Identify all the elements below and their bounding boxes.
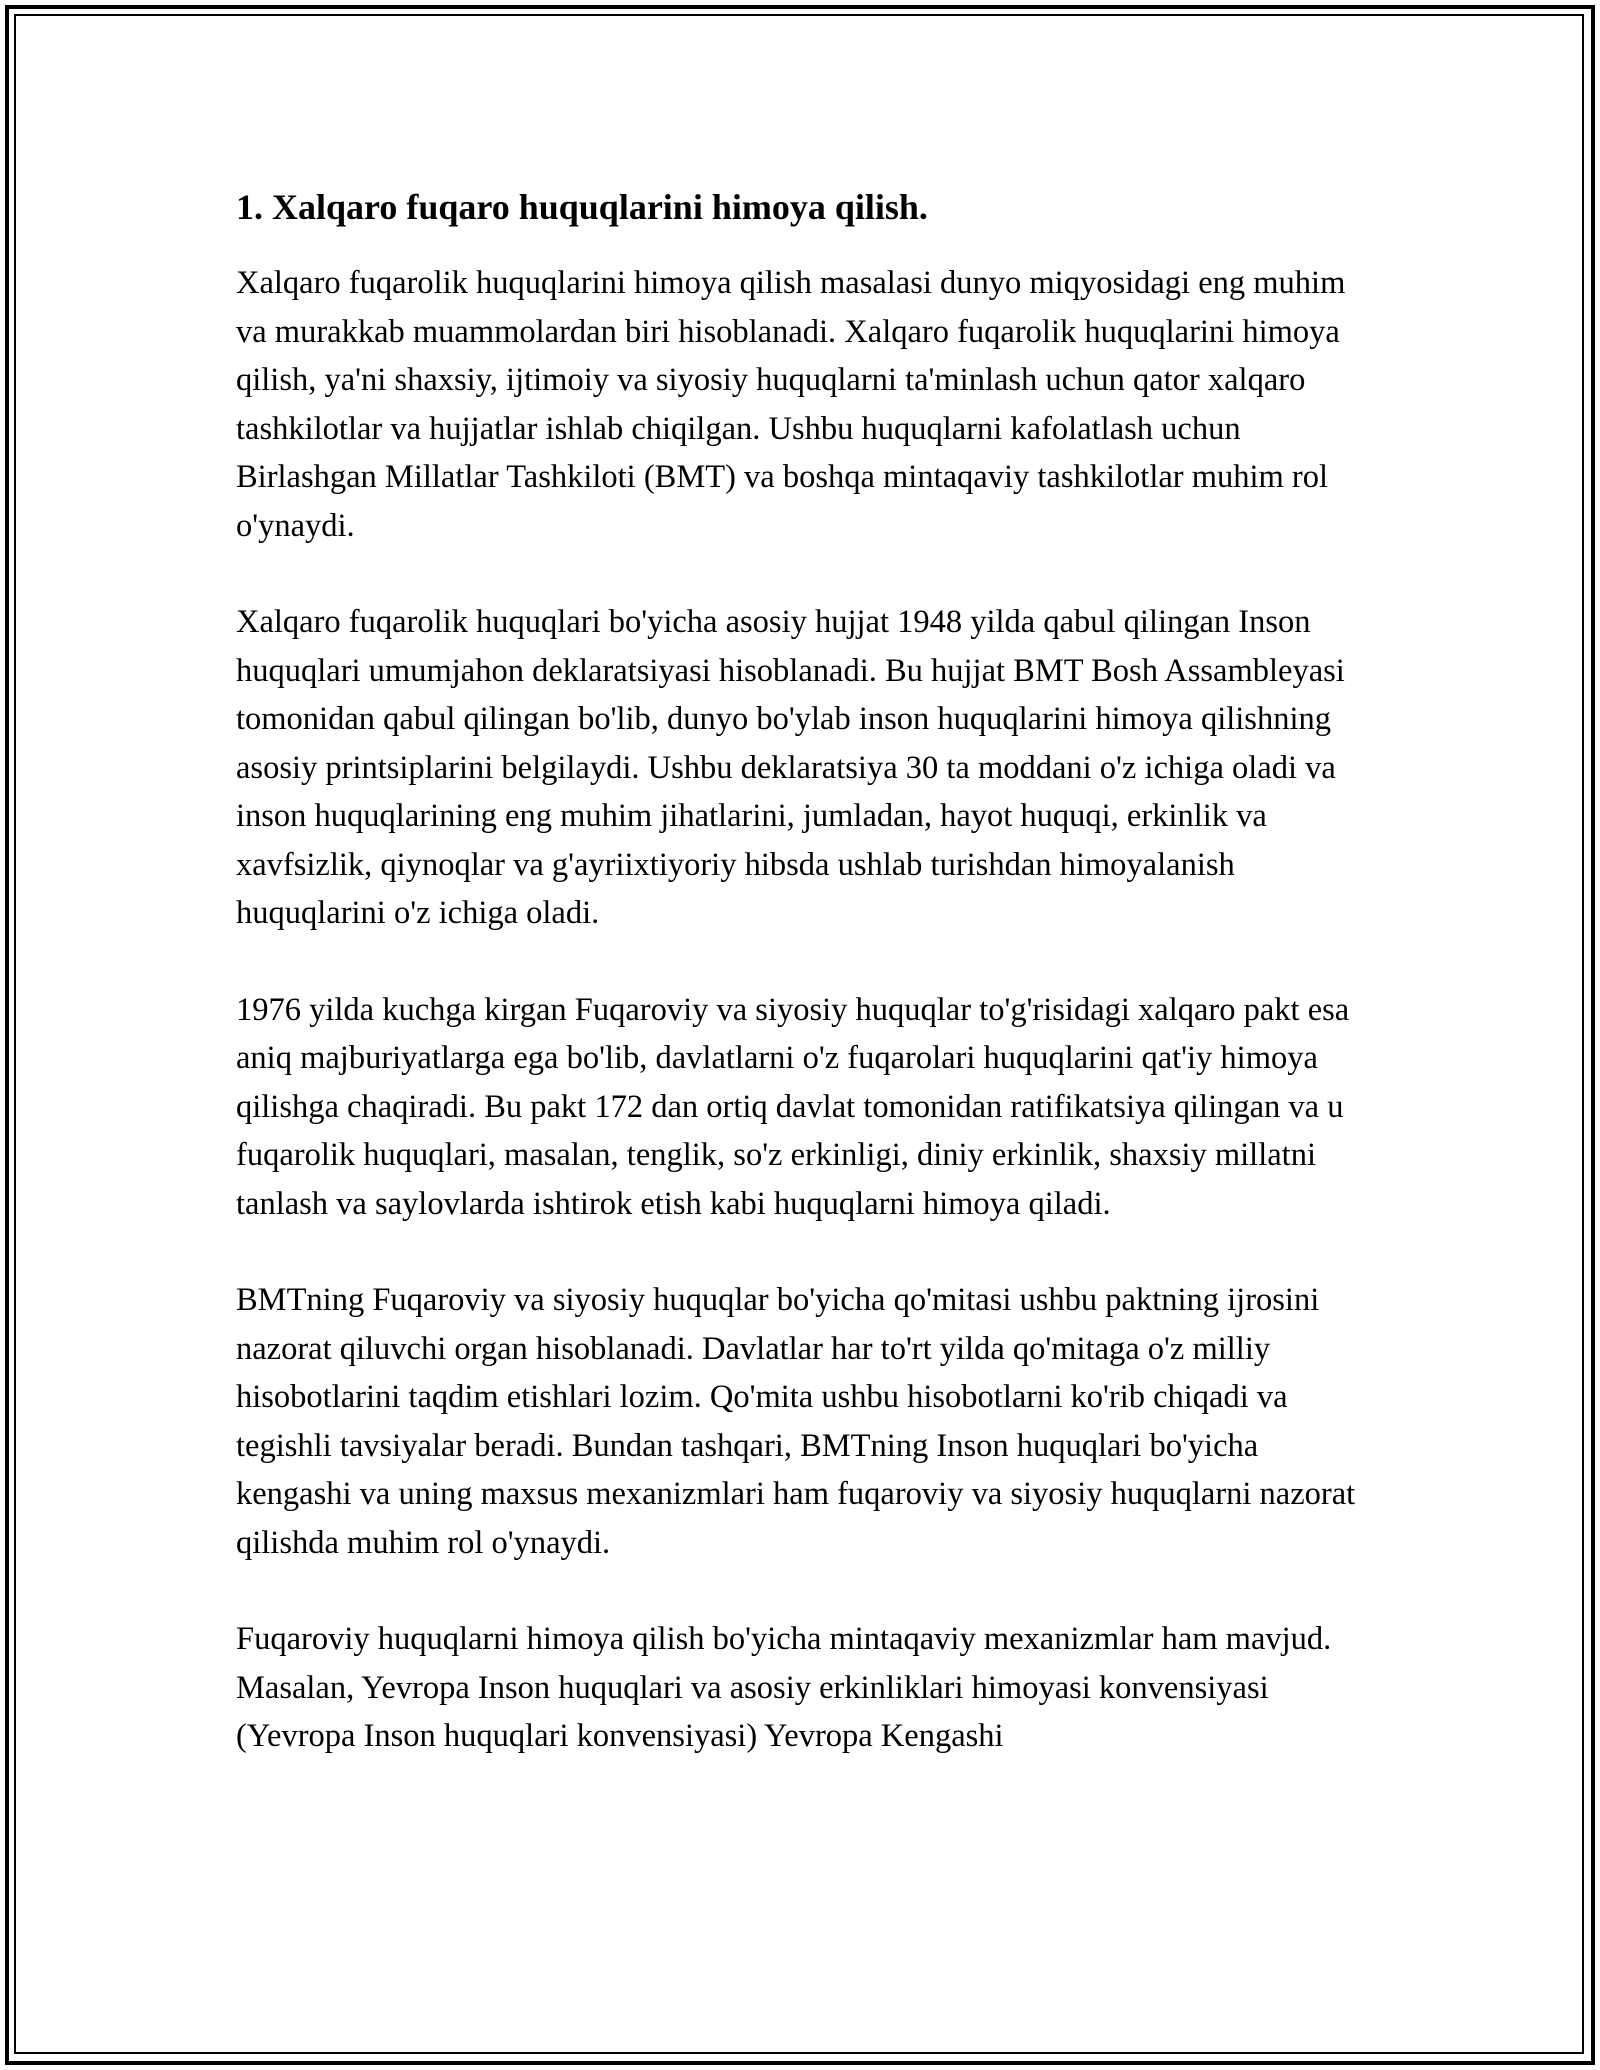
paragraph-1: Xalqaro fuqarolik huquqlarini himoya qilish masalasi dunyo miqyosidagi eng muhim va murakkab muammolardan biri hisoblanadi. Xalqaro fuqarolik huquqlarini himoya qilish, ya'ni shaxsiy, ijtimoiy va siyosiy huquqlarni ta'minlash uchun qator xalqaro tashkilotlar va hujjatlar ishlab chiqilgan. Ushbu huquqlarni kafolatlash uchun Birlashgan Millatlar Tashkiloti (BMT) va boshqa mintaqaviy tashkilotlar muhim rol o'ynaydi. [236,265,1346,544]
paragraph-5: Fuqaroviy huquqlarni himoya qilish bo'yicha mintaqaviy mexanizmlar ham mavjud. Masalan, Yevropa Inson huquqlari va asosiy erkinliklari himoyasi konvensiyasi (Yevropa Inson huquqlari konvensiyasi) Yevropa Kengashi [236,1621,1332,1755]
paragraph-2: Xalqaro fuqarolik huquqlari bo'yicha asosiy hujjat 1948 yilda qabul qilingan Inson huquqlari umumjahon deklaratsiyasi hisoblanadi. Bu hujjat BMT Bosh Assambleyasi tomonidan qabul qilingan bo'lib, dunyo bo'ylab inson huquqlarini himoya qilishning asosiy printsiplarini belgilaydi. Ushbu deklaratsiya 30 ta moddani o'z ichiga oladi va inson huquqlarining eng muhim jihatlarini, jumladan, hayot huquqi, erkinlik va xavfsizlik, qiynoqlar va g'ayriixtiyoriy hibsda ushlab turishdan himoyalanish huquqlarini o'z ichiga oladi. [236,604,1345,932]
document-body [236,186,1376,1809]
paragraph-3: 1976 yilda kuchga kirgan Fuqaroviy va siyosiy huquqlar to'g'risidagi xalqaro pakt esa aniq majburiyatlarga ega bo'lib, davlatlarni o'z fuqarolari huquqlarini qat'iy himoya qilishga chaqiradi. Bu pakt 172 dan ortiq davlat tomonidan ratifikatsiya qilingan va u fuqarolik huquqlari, masalan, tenglik, so'z erkinligi, diniy erkinlik, shaxsiy millatni tanlash va saylovlarda ishtirok etish kabi huquqlarni himoya qiladi. [236,991,1350,1222]
paragraph-4: BMTning Fuqaroviy va siyosiy huquqlar bo'yicha qo'mitasi ushbu paktning ijrosini nazorat qiluvchi organ hisoblanadi. Davlatlar har to'rt yilda qo'mitaga o'z milliy hisobotlarini taqdim etishlari lozim. Qo'mita ushbu hisobotlarni ko'rib chiqadi va tegishli tavsiyalar beradi. Bundan tashqari, BMTning Inson huquqlari bo'yicha kengashi va uning maxsus mexanizmlari ham fuqaroviy va siyosiy huquqlarni nazorat qilishda muhim rol o'ynaydi. [236,1282,1356,1561]
section-heading: 1. Xalqaro fuqaro huquqlarini himoya qilish. [236,187,928,227]
